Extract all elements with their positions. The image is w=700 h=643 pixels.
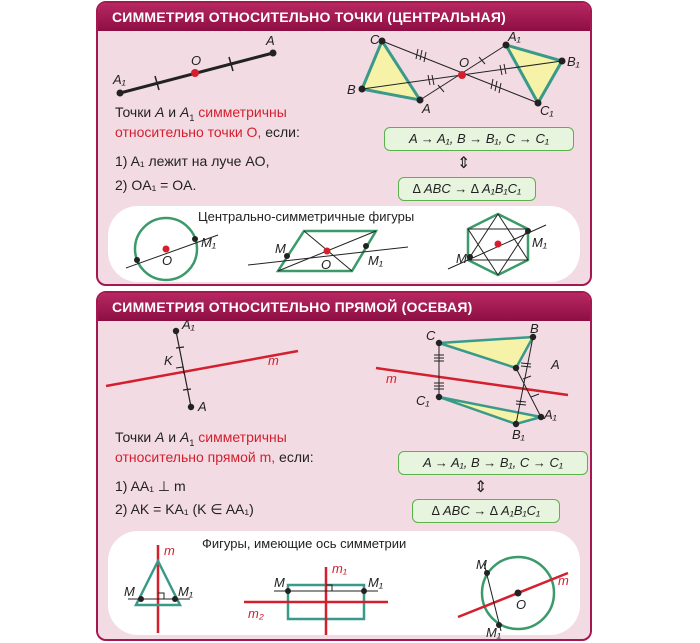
axial-figures [98,293,592,641]
label-m1: M₁ [486,625,501,640]
mapping-points-box: A → A₁, B → B₁, C → C₁ [398,451,588,475]
label-m2: m₂ [248,606,264,621]
label-a: A [551,357,560,372]
point-m1 [363,243,369,249]
label-b: B [530,321,539,336]
hexagon-center-o [495,241,502,248]
definition-line-2: относительно точки O, если: [115,124,300,140]
central-figures [98,3,592,286]
label-m: m [268,353,279,368]
label-a: A [422,101,431,116]
point-m [138,596,144,602]
label-o: O [459,55,470,70]
label-a: A [266,33,275,48]
label-c: C [426,328,436,343]
definition-line-1: Точки A и $A_1$ симметричны [115,104,287,123]
label-m1: M₁ [201,235,216,250]
equivalence-arrow-icon: ⇕ [474,479,488,496]
central-figures-title: Центрально-симметричные фигуры [198,209,415,224]
condition-1: 1) A₁ лежит на луче AO, [115,153,270,169]
point-m [467,254,473,260]
central-symmetry-title: СИММЕТРИЯ ОТНОСИТЕЛЬНО ТОЧКИ (ЦЕНТРАЛЬНАЯ) [98,3,590,31]
label-c1: C₁ [416,393,430,408]
label-o: O [162,253,173,268]
label-o: O [321,257,332,272]
point-m1 [192,236,198,242]
label-m1: M₁ [532,235,547,250]
label-m: M [275,241,286,256]
label-m: m [164,543,175,558]
label-b: B [347,82,356,97]
label-m: M [274,575,285,590]
label-o: O [516,597,527,612]
label-k: K [164,353,173,368]
label-b1: B₁ [567,54,580,69]
condition-1: 1) AA₁ ⊥ m [115,478,186,494]
label-m1: M₁ [368,253,383,268]
label-a1: A₁ [544,407,557,422]
label-m: M [476,557,487,572]
label-o: O [191,53,202,68]
mapping-triangles-box: ∆ ABC → ∆ A₁B₁C₁ [398,177,536,201]
point-m [134,257,140,263]
label-c: C [370,32,380,47]
label-a1: A₁ [113,72,126,87]
equivalence-arrow-icon: ⇕ [457,155,471,172]
circle-center-o [163,246,170,253]
axial-symmetry-title: СИММЕТРИЯ ОТНОСИТЕЛЬНО ПРЯМОЙ (ОСЕВАЯ) [98,293,590,321]
mapping-points-box: A → A₁, B → B₁, C → C₁ [384,127,574,151]
condition-2: 2) AK = KA₁ (K ∈ AA₁) [115,501,254,517]
parallelogram-center-o [324,248,331,255]
condition-2: 2) OA₁ = OA. [115,177,197,193]
label-m: m [558,573,569,588]
central-symmetry-card [96,1,592,286]
label-a1: A₁ [508,29,521,44]
label-m: m [386,371,397,386]
point-m1 [525,228,531,234]
axial-symmetry-card [96,291,592,641]
label-m: M [456,251,467,266]
label-c1: C₁ [540,103,554,118]
label-b1: B₁ [512,427,525,442]
label-a1: A₁ [182,317,195,332]
mapping-triangles-box: ∆ ABC → ∆ A₁B₁C₁ [412,499,560,523]
circle-center-o [515,590,522,597]
axis-m [458,573,568,617]
label-m: M [124,584,135,599]
label-a: A [198,399,207,414]
label-m1: m₁ [332,561,347,576]
label-m1: M₁ [178,584,193,599]
definition-line-2: относительно прямой m, если: [115,449,314,465]
point-m [285,588,291,594]
definition-line-1: Точки A и $A_1$ симметричны [115,429,287,448]
axial-figures-title: Фигуры, имеющие ось симметрии [202,536,407,551]
point-m1 [361,588,367,594]
label-m1: M₁ [368,575,383,590]
